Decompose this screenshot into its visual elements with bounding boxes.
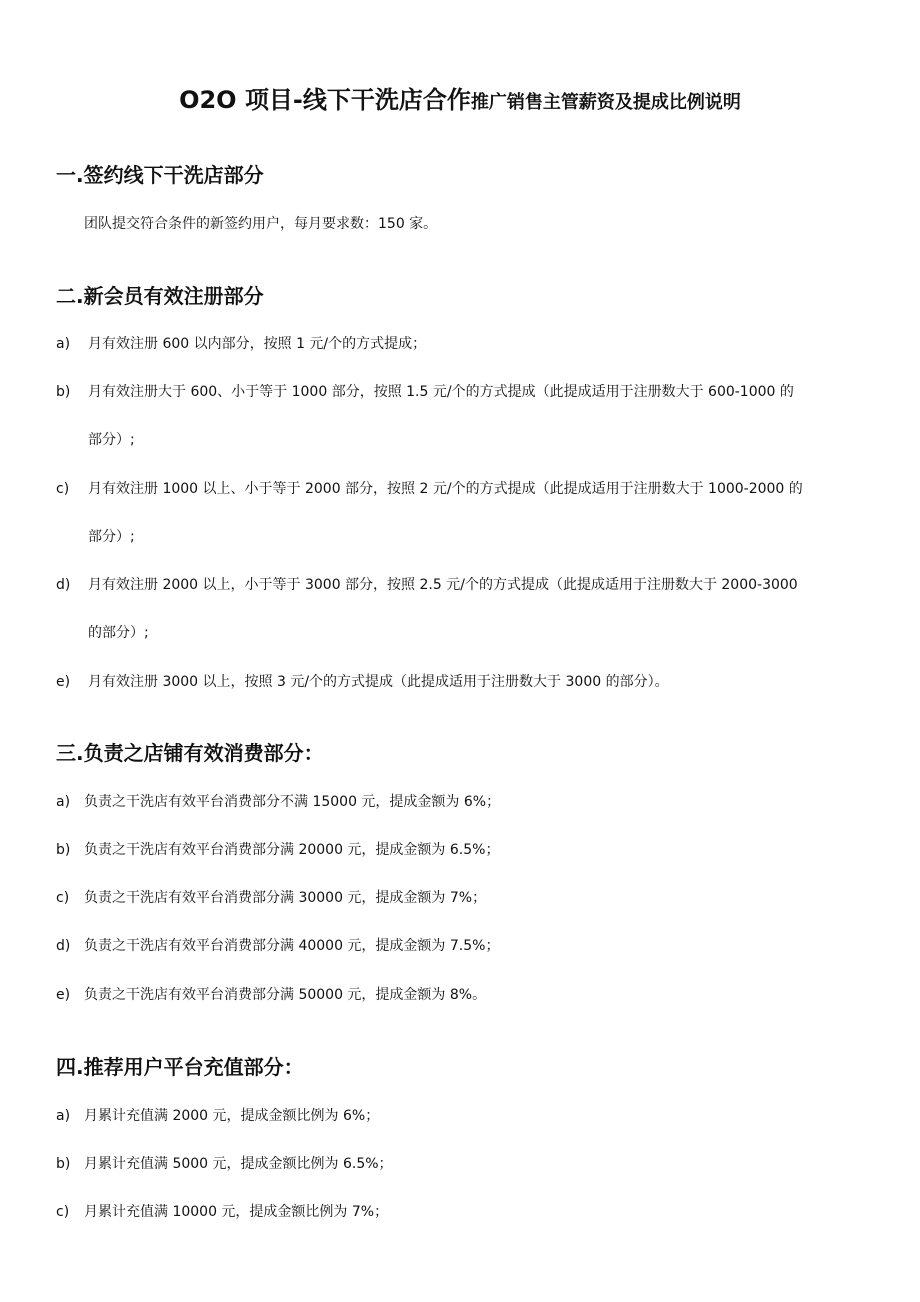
list-text: 月有效注册 1000 以上、小于等于 2000 部分，按照 2 元/个的方式提成（此提成适用于注册数大于 1000-2000 的 (88, 481, 803, 497)
list-text: 月有效注册 2000 以上，小于等于 3000 部分，按照 2.5 元/个的方式提成（此提成适用于注册数大于 2000-3000 (88, 577, 798, 593)
section-2-heading: 二.新会员有效注册部分 (56, 284, 264, 308)
list-text: 月累计充值满 5000 元，提成金额比例为 6.5%； (84, 1156, 393, 1172)
list-item (56, 334, 866, 354)
section-3-heading: 三.负责之店铺有效消费部分： (56, 741, 324, 765)
list-text-continued: 部分）; (88, 432, 135, 448)
list-text: 月有效注册 3000 以上，按照 3 元/个的方式提成（此提成适用于注册数大于 3000 的部分）。 (88, 674, 669, 690)
list-text: 月累计充值满 2000 元，提成金额比例为 6%； (84, 1108, 380, 1124)
document-title (0, 84, 920, 119)
title-sub: 推广销售主管薪资及提成比例说明 (470, 92, 741, 113)
list-item (56, 792, 866, 812)
section-4-heading: 四.推荐用户平台充值部分： (56, 1055, 304, 1079)
title-main: O2O 项目-线下干洗店合作 (179, 86, 471, 114)
list-marker: a) (56, 1108, 71, 1124)
list-marker: c) (56, 1204, 70, 1220)
list-marker: b) (56, 384, 71, 400)
list-text: 月有效注册大于 600、小于等于 1000 部分，按照 1.5 元/个的方式提成（此提成适用于注册数大于 600-1000 的 (88, 384, 794, 400)
list-text: 负责之干洗店有效平台消费部分满 30000 元，提成金额为 7%； (84, 890, 487, 906)
section-1-heading: 一.签约线下干洗店部分 (56, 163, 264, 187)
list-item (56, 936, 866, 956)
list-marker: a) (56, 336, 71, 352)
list-marker: e) (56, 674, 71, 690)
list-marker: d) (56, 938, 71, 954)
list-marker: b) (56, 1156, 71, 1172)
list-text: 负责之干洗店有效平台消费部分满 40000 元，提成金额为 7.5%； (84, 938, 500, 954)
list-text-continued: 部分）; (88, 529, 135, 545)
list-item (56, 479, 866, 547)
list-item (56, 888, 866, 908)
list-marker: e) (56, 987, 71, 1003)
list-item (56, 575, 866, 643)
list-text-continued: 的部分）; (88, 625, 149, 641)
list-marker: d) (56, 577, 71, 593)
list-item (56, 985, 866, 1005)
list-item (56, 1154, 866, 1174)
list-text: 负责之干洗店有效平台消费部分满 20000 元，提成金额为 6.5%； (84, 842, 500, 858)
list-text: 月累计充值满 10000 元，提成金额比例为 7%； (84, 1204, 389, 1220)
list-text: 负责之干洗店有效平台消费部分满 50000 元，提成金额为 8%。 (84, 987, 487, 1003)
list-text: 负责之干洗店有效平台消费部分不满 15000 元，提成金额为 6%； (84, 794, 501, 810)
list-marker: c) (56, 890, 70, 906)
list-item (56, 840, 866, 860)
section-1-text: 团队提交符合条件的新签约用户，每月要求数：150 家。 (84, 216, 438, 232)
list-marker: b) (56, 842, 71, 858)
list-item (56, 1106, 866, 1126)
list-item (56, 672, 866, 692)
list-item (56, 382, 866, 450)
list-marker: c) (56, 481, 70, 497)
list-item (56, 1202, 866, 1222)
list-marker: a) (56, 794, 71, 810)
list-text: 月有效注册 600 以内部分，按照 1 元/个的方式提成； (88, 336, 427, 352)
